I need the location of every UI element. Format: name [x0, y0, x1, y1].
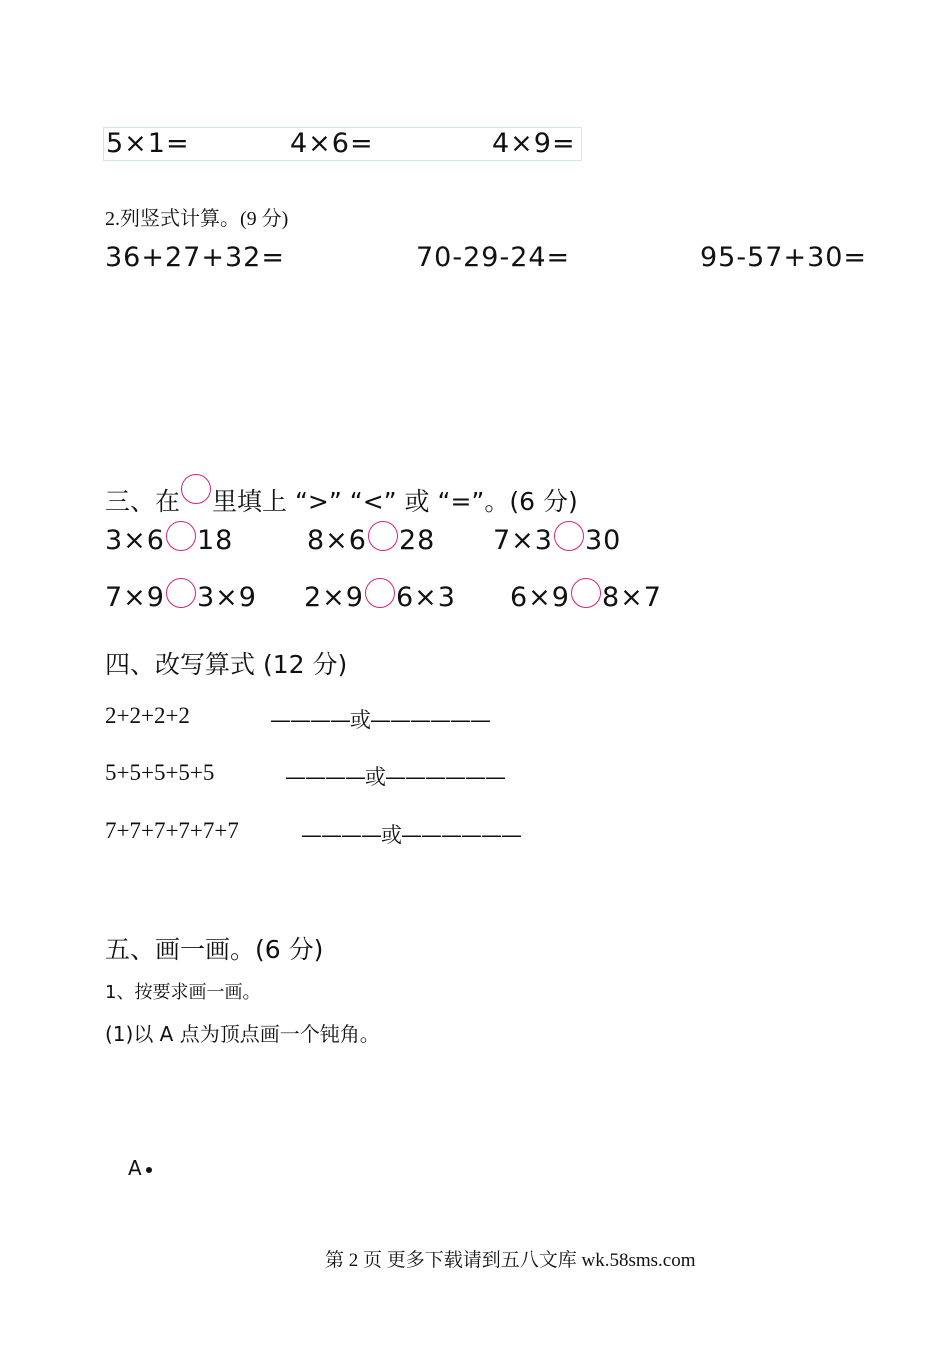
compare-left: 8×6	[307, 525, 367, 556]
answer-circle[interactable]	[368, 521, 398, 551]
s5-sub: 1、按要求画一画。	[105, 982, 261, 1003]
compare-left: 7×3	[493, 525, 553, 556]
compare-right: 28	[398, 525, 436, 556]
s5-task: (1)以 A 点为顶点画一个钝角。	[105, 1022, 380, 1046]
s3-title-pre: 三、在	[105, 487, 181, 516]
row1-eq-1: 5×1=	[106, 128, 190, 159]
compare-left: 3×6	[105, 525, 165, 556]
point-dot-icon	[146, 1167, 152, 1173]
compare-1-1	[105, 521, 233, 556]
compare-1-3	[493, 521, 621, 556]
answer-circle[interactable]	[365, 578, 395, 608]
answer-circle[interactable]	[571, 578, 601, 608]
compare-left: 6×9	[510, 582, 570, 613]
point-a-label: A	[128, 1156, 142, 1180]
section-5-title: 五、画一画。(6 分)	[105, 935, 324, 964]
section-4-title: 四、改写算式 (12 分)	[105, 650, 348, 679]
compare-2-1	[105, 578, 257, 613]
compare-2-2	[304, 578, 456, 613]
compare-2-3	[510, 578, 662, 613]
section-3-title	[105, 474, 578, 518]
q2-title: 2.列竖式计算。(9 分)	[105, 208, 289, 230]
s3-title-post: 里填上 “>” “<” 或 “=”。(6 分)	[212, 487, 578, 516]
rewrite-expr-3: 7+7+7+7+7+7	[105, 818, 239, 843]
compare-right: 18	[196, 525, 234, 556]
compare-left: 7×9	[105, 582, 165, 613]
q2-eq-2: 70-29-24=	[416, 242, 571, 273]
row1-eq-3: 4×9=	[492, 128, 576, 159]
rewrite-blank-1: ————或——————	[270, 708, 490, 732]
row1-eq-2: 4×6=	[290, 128, 374, 159]
rewrite-expr-2: 5+5+5+5+5	[105, 760, 215, 785]
answer-circle[interactable]	[554, 521, 584, 551]
compare-right: 6×3	[395, 582, 456, 613]
q2-eq-3: 95-57+30=	[700, 242, 868, 273]
rewrite-blank-3: ————或——————	[301, 823, 521, 847]
compare-right: 8×7	[601, 582, 662, 613]
footer: 第 2 页 更多下载请到五八文库 wk.58sms.com	[325, 1250, 696, 1271]
circle-blank-icon	[181, 474, 211, 504]
q2-eq-1: 36+27+32=	[105, 242, 285, 273]
compare-right: 30	[584, 525, 622, 556]
compare-right: 3×9	[196, 582, 257, 613]
answer-circle[interactable]	[166, 578, 196, 608]
answer-circle[interactable]	[166, 521, 196, 551]
compare-left: 2×9	[304, 582, 364, 613]
compare-1-2	[307, 521, 435, 556]
rewrite-blank-2: ————或——————	[285, 765, 505, 789]
rewrite-expr-1: 2+2+2+2	[105, 703, 190, 728]
point-a	[128, 1156, 152, 1180]
